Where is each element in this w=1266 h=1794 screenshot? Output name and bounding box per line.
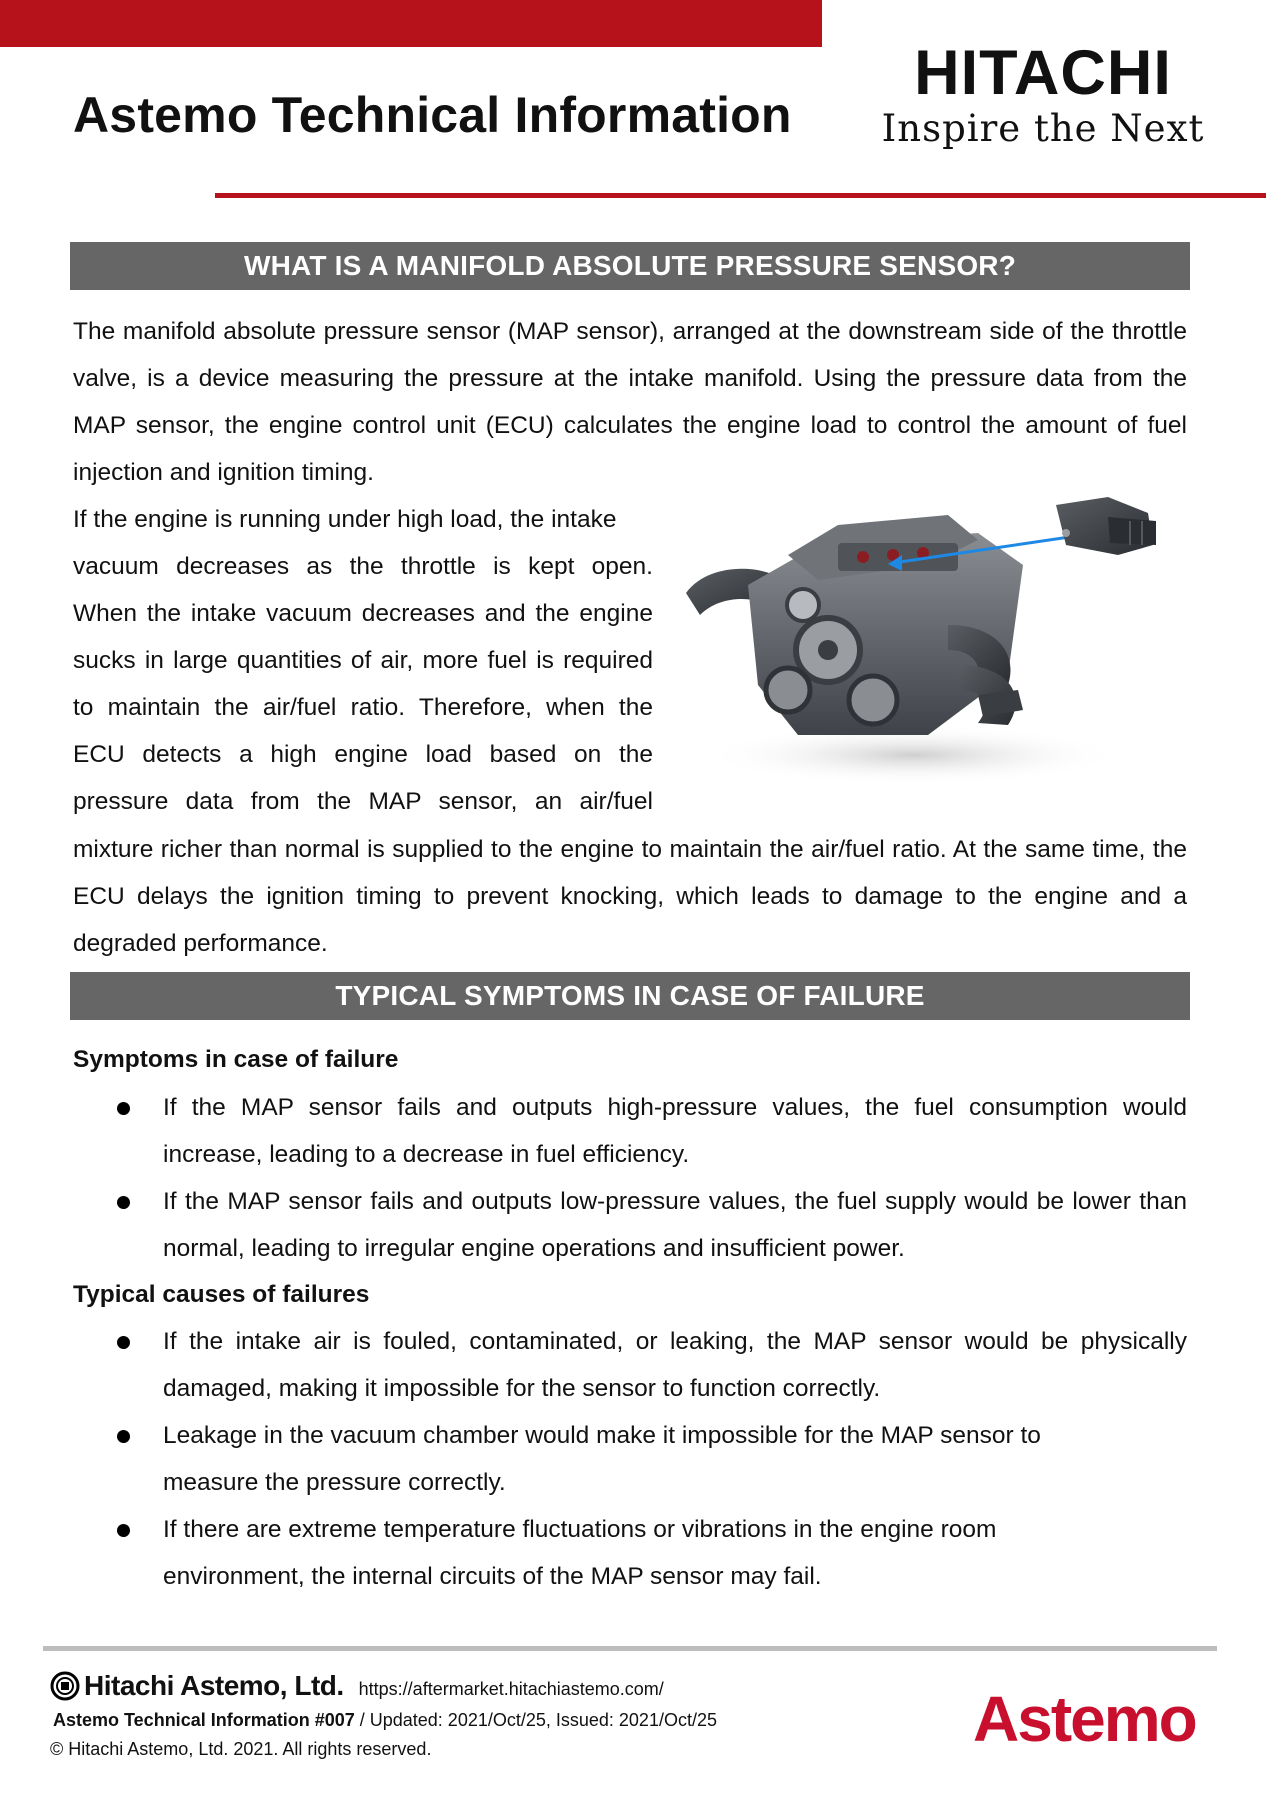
- footer-brand: [50, 1670, 664, 1702]
- header-divider: [215, 193, 1266, 198]
- footer-doc-info: [53, 1710, 717, 1731]
- hitachi-logo: [868, 40, 1218, 152]
- footer-divider: [43, 1646, 1217, 1651]
- section-heading-symptoms: TYPICAL SYMPTOMS IN CASE OF FAILURE: [70, 972, 1190, 1020]
- rich-mixture-paragraph: mixture richer than normal is supplied to the engine to maintain the air/fuel ratio. At the same time, the ECU delays the ignition timing to prevent knocking, which leads to damage to the engine and a degraded performance.: [73, 836, 1187, 957]
- hitachi-logo-word: HITACHI: [914, 38, 1172, 108]
- high-load-line: pressure data from the MAP sensor, an air/fuel: [73, 788, 653, 815]
- symptoms-subheading: Symptoms in case of failure: [73, 1046, 399, 1073]
- causes-subheading: Typical causes of failures: [73, 1281, 370, 1308]
- bullet-icon: [117, 1336, 130, 1349]
- footer-copyright: © Hitachi Astemo, Ltd. 2021. All rights reserved.: [50, 1739, 432, 1759]
- high-load-line: sucks in large quantities of air, more fuel is required: [73, 647, 653, 674]
- high-load-paragraph: [73, 496, 653, 825]
- footer-brand-name: Hitachi Astemo, Ltd.: [84, 1670, 344, 1701]
- cause-bullet: Leakage in the vacuum chamber would make it impossible for the MAP sensor to measure the pressure correctly.: [117, 1412, 1187, 1506]
- cause-bullet: If the intake air is fouled, contaminated, or leaking, the MAP sensor would be physically damaged, making it impossible for the sensor to function correctly.: [117, 1318, 1187, 1412]
- top-red-bar: [0, 0, 822, 47]
- hitachi-logo-tagline: Inspire the Next: [881, 107, 1205, 150]
- high-load-line: to maintain the air/fuel ratio. Therefore, when the: [73, 694, 653, 721]
- hitachi-mark-icon: [50, 1671, 80, 1701]
- high-load-line: When the intake vacuum decreases and the engine: [73, 600, 653, 627]
- bullet-icon: [117, 1196, 130, 1209]
- footer-doc-id: Astemo Technical Information #007: [53, 1710, 355, 1730]
- astemo-logo: Astemo: [973, 1683, 1196, 1755]
- high-load-line: vacuum decreases as the throttle is kept open.: [73, 553, 653, 580]
- intro-paragraph: The manifold absolute pressure sensor (MAP sensor), arranged at the downstream side of the throttle valve, is a device measuring the pressure at the intake manifold. Using the pressure data from the MAP sensor, the engine control unit (ECU) calculates the engine load to control the amount of fuel injection and ignition timing.: [73, 318, 1187, 486]
- page-title: Astemo Technical Information: [73, 87, 792, 143]
- bullet-icon: [117, 1524, 130, 1537]
- footer-url-link[interactable]: https://aftermarket.hitachiastemo.com/: [358, 1678, 664, 1699]
- footer-dates: / Updated: 2021/Oct/25, Issued: 2021/Oct/25: [354, 1710, 717, 1730]
- cause-bullet: If there are extreme temperature fluctuations or vibrations in the engine room environment, the internal circuits of the MAP sensor may fail.: [117, 1506, 1187, 1600]
- section-heading-map-sensor: WHAT IS A MANIFOLD ABSOLUTE PRESSURE SENSOR?: [70, 242, 1190, 290]
- high-load-line: ECU detects a high engine load based on the: [73, 741, 653, 768]
- symptom-bullet: If the MAP sensor fails and outputs high-pressure values, the fuel consumption would increase, leading to a decrease in fuel efficiency.: [117, 1084, 1187, 1178]
- bullet-icon: [117, 1430, 130, 1443]
- engine-with-map-sensor-illustration: [678, 485, 1190, 790]
- bullet-icon: [117, 1102, 130, 1115]
- high-load-line: If the engine is running under high load, the intake: [73, 506, 617, 533]
- symptom-bullet: If the MAP sensor fails and outputs low-pressure values, the fuel supply would be lower than normal, leading to irregular engine operations and insufficient power.: [117, 1178, 1187, 1272]
